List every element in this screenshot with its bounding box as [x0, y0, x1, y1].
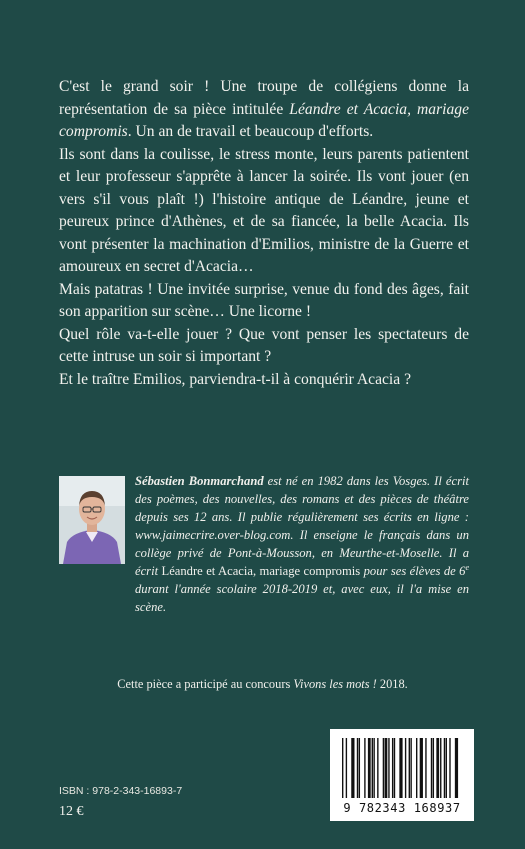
barcode-bar [383, 738, 384, 798]
contest-notice [0, 677, 525, 692]
blurb-paragraph-4: Quel rôle va-t-elle jouer ? Que vont penser les spectateurs de cette intruse un soir si important ? [59, 325, 469, 365]
barcode [330, 729, 474, 821]
barcode-bar [368, 738, 371, 798]
contest-title: Vivons les mots ! [293, 677, 377, 691]
blurb-paragraph-1 [59, 76, 469, 144]
price-label: 12 € [59, 804, 84, 819]
barcode-bar [422, 738, 423, 798]
barcode-bar [405, 738, 406, 798]
author-photo [59, 476, 125, 564]
barcode-bar [346, 738, 347, 798]
barcode-bar [353, 738, 354, 798]
barcode-bar [433, 738, 434, 798]
barcode-bar [409, 738, 410, 798]
bio-text: est né en 1982 dans les Vosges. Il écrit des poèmes, des nouvelles, des romans et des pièces de théâtre depuis ses 12 ans. Il publie régulièrement ses écrits en ligne : www.jaimecrire.over-blog.com. Il enseigne le français dans un collège privé de Pont-à-Mousson, en Meurthe-et-Moselle. Il a écrit [135, 474, 469, 578]
barcode-bar [457, 738, 458, 798]
barcode-bar [385, 738, 388, 798]
barcode-bar [359, 738, 360, 798]
barcode-bar [436, 738, 439, 798]
barcode-bar [372, 738, 373, 798]
bio-play-title: Léandre et Acacia, mariage compromis [161, 564, 361, 578]
barcode-bar [410, 738, 411, 798]
barcode-bar [431, 738, 432, 798]
blurb-text: C'est le grand soir ! Une troupe de collégiens donne la représentation de sa pièce intitulée [59, 78, 469, 118]
barcode-bar [449, 738, 450, 798]
play-title: Léandre et Acacia, mariage compromis [59, 100, 469, 140]
barcode-digits: 9 782343 168937 [343, 801, 461, 815]
blurb-text: . Un an de travail et beaucoup d'efforts. [127, 123, 374, 140]
bio-text: durant l'année scolaire 2018-2019 et, avec eux, il l'a mise en scène. [135, 582, 469, 614]
barcode-bar [357, 738, 358, 798]
author-portrait-icon [59, 476, 125, 564]
isbn-label: ISBN : 978-2-343-16893-7 [59, 785, 183, 797]
barcode-bar [342, 738, 343, 798]
contest-text: Cette pièce a participé au concours [117, 677, 294, 691]
bio-text: pour ses élèves de 6 [360, 564, 466, 578]
barcode-bar [377, 738, 378, 798]
barcode-bar [444, 738, 445, 798]
barcode-bar [394, 738, 395, 798]
blurb-paragraph-2: Ils sont dans la coulisse, le stress monte, leurs parents patientent et leur professeur s'apprête à lancer la soirée. Ils vont jouer (en vers s'il vous plaît !) l'histoire antique de Léandre, jeune et peureux prince d'Athènes, et de sa fiancée, la belle Acacia. Ils vont présenter la machination d'Emilios, ministre de la Guerre et amoureux en secret d'Acacia… [59, 145, 469, 275]
barcode-bar [440, 738, 441, 798]
barcode-bar [388, 738, 389, 798]
barcode-bar [373, 738, 374, 798]
contest-text: 2018. [376, 677, 408, 691]
barcode-icon [340, 738, 464, 800]
barcode-bar [401, 738, 402, 798]
author-bio [135, 472, 469, 616]
barcode-bar [416, 738, 417, 798]
barcode-bar [446, 738, 447, 798]
barcode-bar [392, 738, 393, 798]
barcode-bar [364, 738, 365, 798]
author-name: Sébastien Bonmarchand [135, 474, 264, 488]
back-cover-blurb [59, 76, 469, 391]
blurb-paragraph-5: Et le traître Emilios, parviendra-t-il à conquérir Acacia ? [59, 370, 412, 388]
bio-superscript: e [465, 562, 470, 572]
blurb-paragraph-3: Mais patatras ! Une invitée surprise, venue du fond des âges, fait son apparition sur scène… Une licorne ! [59, 280, 469, 320]
barcode-bar [425, 738, 426, 798]
